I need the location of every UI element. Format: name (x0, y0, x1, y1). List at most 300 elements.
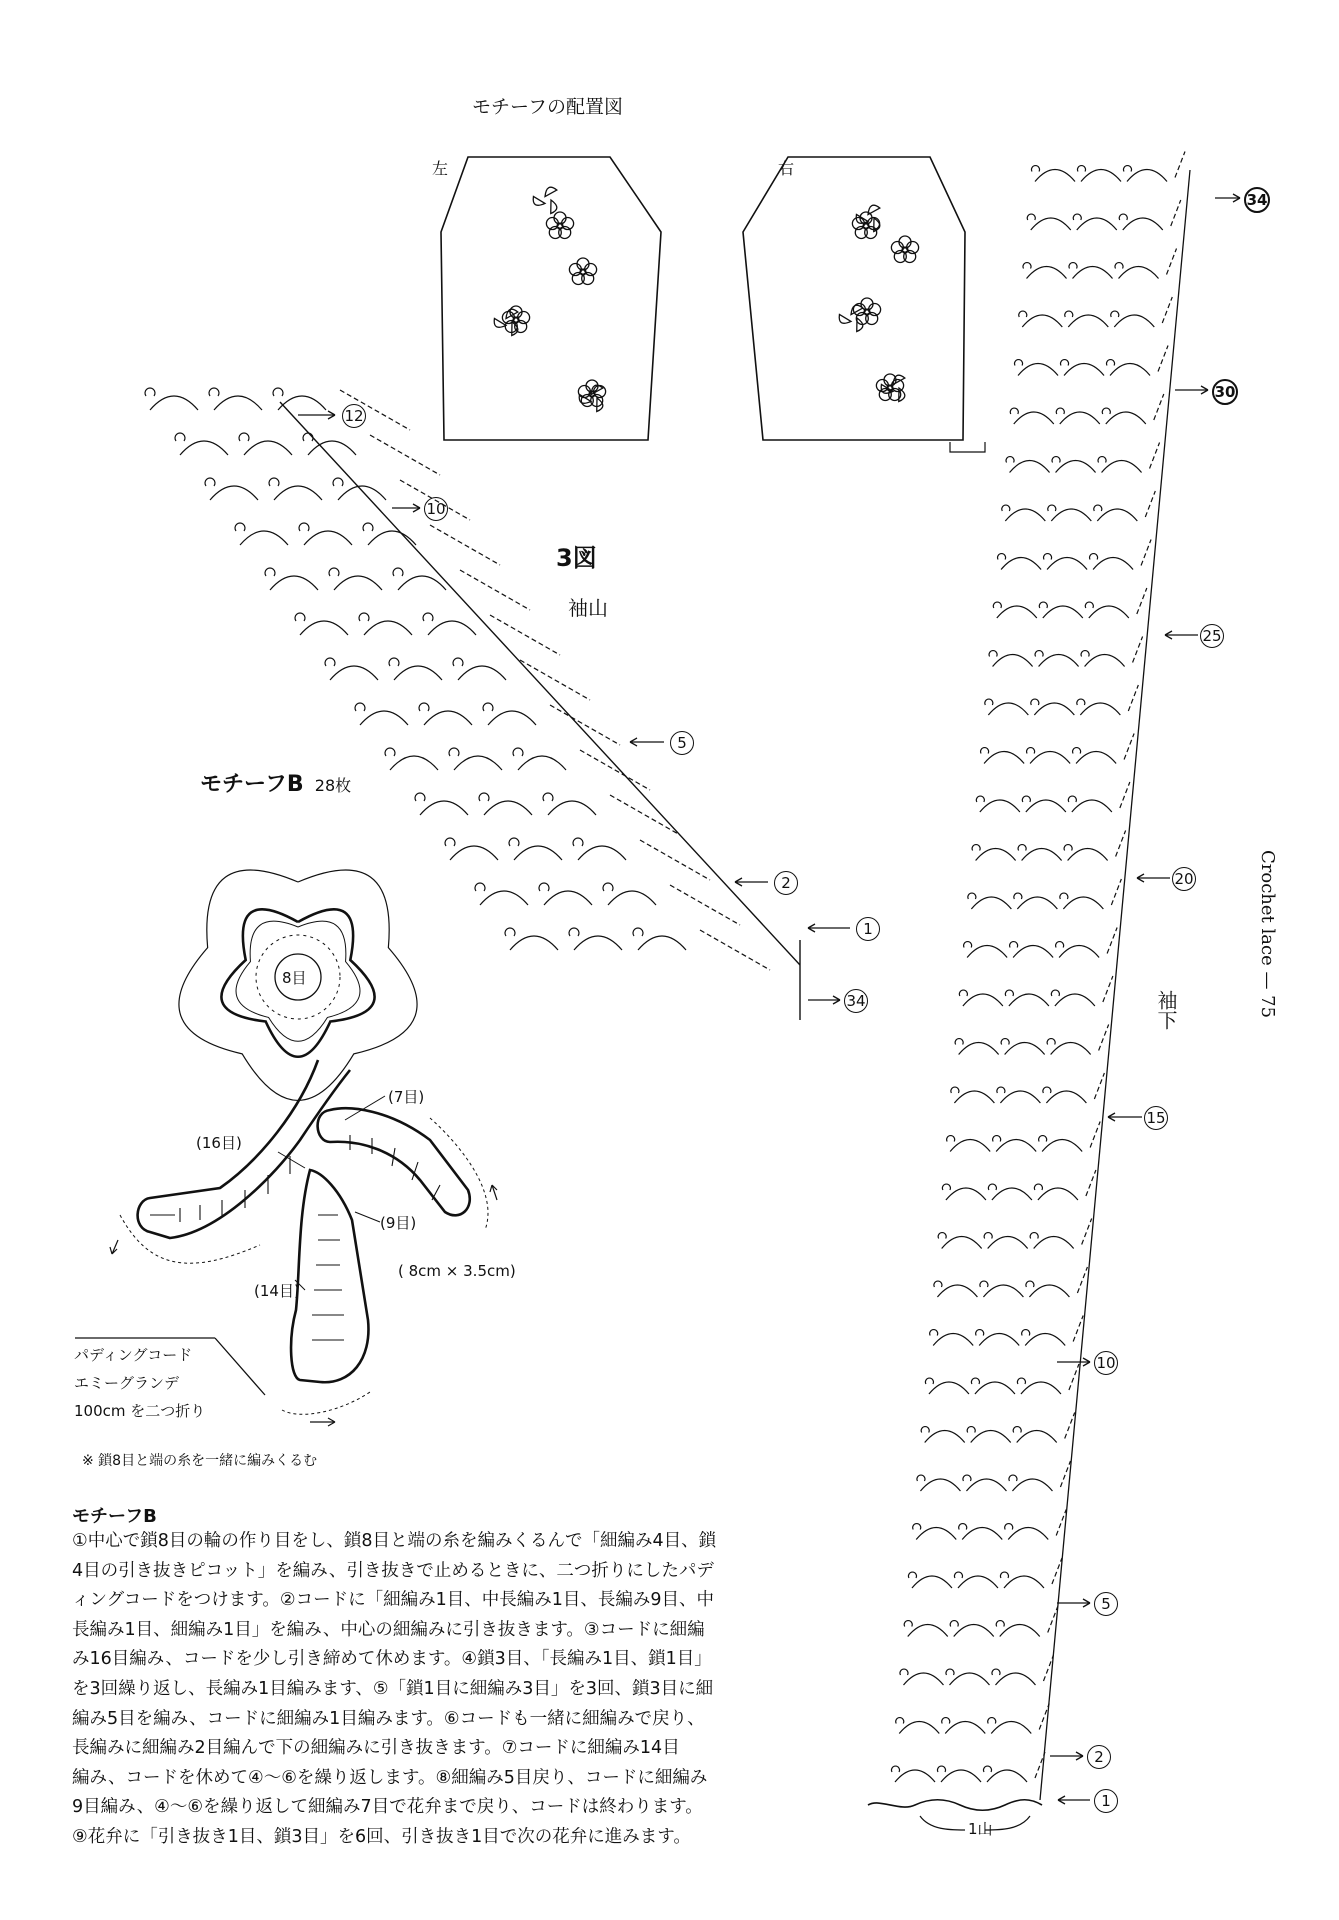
chain-arch (480, 891, 528, 905)
picot (1068, 796, 1076, 802)
chain-arch (954, 1091, 994, 1103)
picot (968, 893, 976, 899)
chain-arch (270, 576, 318, 590)
chain-arch (908, 1625, 948, 1637)
picot (1039, 602, 1047, 608)
chain-arch (958, 1576, 998, 1588)
cap-marker-2: 2 (774, 871, 798, 895)
chain-arch (1068, 315, 1108, 327)
chain-arch (1001, 558, 1041, 570)
picot (951, 1087, 959, 1093)
chain-arch (368, 531, 416, 545)
picot (988, 1718, 996, 1724)
chain-arch (995, 1673, 1035, 1685)
picot (950, 1621, 958, 1627)
instruction-line: み16目編み、コードを少し引き締めて休めます。④鎖3目、「長編み1目、鎖1目」 (72, 1649, 712, 1670)
cap-marker-12: 12 (342, 404, 366, 428)
chain-arch (180, 441, 228, 455)
picot (1039, 1136, 1047, 1142)
chain-arch (933, 1334, 973, 1346)
chain-arch (1042, 1140, 1082, 1152)
instruction-line: 編み、コードを休めて④～⑥を繰り返します。⑧細編み5目戻り、コードに細編み (72, 1767, 708, 1788)
figure3-title: 3図 (556, 544, 597, 572)
repeat-label: 1山 (968, 1820, 993, 1838)
body-marker-5: 5 (1094, 1592, 1118, 1616)
picot (325, 658, 335, 666)
row-chain (1158, 346, 1168, 372)
chain-arch (987, 1770, 1027, 1782)
picot (1023, 263, 1031, 269)
row-chain (1137, 588, 1147, 614)
chain-arch (214, 396, 262, 410)
picot (1032, 166, 1040, 172)
picot (1094, 505, 1102, 511)
row-chain (1086, 1170, 1096, 1196)
picot (633, 928, 643, 936)
row-chain (490, 615, 560, 655)
picot (980, 1281, 988, 1287)
instructions-body (72, 1527, 792, 1853)
chain-arch (1077, 218, 1117, 230)
small-flower (891, 236, 918, 262)
row-chain (1124, 734, 1134, 760)
chain-arch (993, 655, 1033, 667)
picot (239, 433, 249, 441)
row-chain (1167, 249, 1177, 275)
chain-arch (929, 1382, 969, 1394)
cap-marker-10: 10 (424, 497, 448, 521)
chain-arch (899, 1722, 939, 1734)
chain-arch (1039, 655, 1079, 667)
chain-arch (946, 1188, 986, 1200)
picot (269, 478, 279, 486)
picot (959, 1524, 967, 1530)
row-chain (610, 795, 680, 835)
picot (355, 703, 365, 711)
placement-motifs (494, 187, 918, 411)
small-flower (569, 258, 596, 284)
picot (954, 1572, 962, 1578)
picot (1098, 457, 1106, 463)
row-chain (1150, 443, 1160, 469)
picot (539, 883, 549, 891)
chain-arch (980, 800, 1020, 812)
chain-arch (308, 441, 356, 455)
chain-arch (971, 897, 1011, 909)
chain-arch (903, 1673, 943, 1685)
row-chain (1082, 1219, 1092, 1245)
chain-arch (510, 936, 558, 950)
picot (509, 838, 519, 846)
chain-arch (975, 1382, 1015, 1394)
picot (1019, 311, 1027, 317)
picot (479, 793, 489, 801)
chain-arch (967, 946, 1007, 958)
picot (976, 1330, 984, 1336)
chain-arch (942, 1237, 982, 1249)
row-chain (1111, 879, 1121, 905)
picot (1060, 893, 1068, 899)
row-chain (1094, 1073, 1104, 1099)
picot (299, 523, 309, 531)
chain-arch (920, 1479, 960, 1491)
picot (1017, 1378, 1025, 1384)
picot (1034, 1184, 1042, 1190)
instruction-line: 長編みに細編み2目編んで下の細編みに引き抜きます。⑦コードに細編み14目 (72, 1738, 680, 1759)
picot (1010, 942, 1018, 948)
row-chain (700, 930, 770, 970)
picot (1026, 1281, 1034, 1287)
chain-arch (1010, 461, 1050, 473)
motif-size: ( 8cm × 3.5cm) (398, 1262, 516, 1280)
placement-left-label: 左 (432, 159, 449, 178)
chain-arch (514, 846, 562, 860)
picot (938, 1233, 946, 1239)
picot (992, 1669, 1000, 1675)
picot (1107, 360, 1115, 366)
picot (265, 568, 275, 576)
chain-arch (979, 1334, 1019, 1346)
foundation-chain (868, 1800, 1042, 1811)
body-marker-10: 10 (1094, 1351, 1118, 1375)
chain-arch (1004, 1576, 1044, 1588)
picot (1119, 214, 1127, 220)
motif-b-count: 28枚 (314, 776, 352, 795)
chain-arch (954, 1625, 994, 1637)
chain-arch (1056, 461, 1096, 473)
picot (445, 838, 455, 846)
chain-arch (1029, 1285, 1069, 1297)
stitch-label-16: (16目) (196, 1134, 242, 1152)
picot (505, 928, 515, 936)
picot (1056, 942, 1064, 948)
row-chain (520, 660, 590, 700)
chain-arch (1013, 946, 1053, 958)
picot (1069, 263, 1077, 269)
row-chain (1145, 491, 1155, 517)
chain-arch (1055, 994, 1095, 1006)
chain-arch (966, 1479, 1006, 1491)
chain-arch (916, 1528, 956, 1540)
small-flower (876, 374, 903, 400)
instruction-line: ⑨花弁に「引き抜き1目、鎖3目」を6回、引き抜き1目で次の花弁に進みます。 (72, 1826, 691, 1847)
picot (934, 1281, 942, 1287)
chain-arch (959, 1043, 999, 1055)
chain-arch (1005, 509, 1045, 521)
chain-arch (1018, 364, 1058, 376)
picot (925, 1378, 933, 1384)
picot (930, 1330, 938, 1336)
chain-arch (398, 576, 446, 590)
chain-arch (962, 1528, 1002, 1540)
picot (988, 1184, 996, 1190)
small-flower (546, 212, 573, 238)
motif-b-title (200, 767, 351, 798)
chain-arch (1076, 752, 1116, 764)
picot (972, 845, 980, 851)
picot (967, 1427, 975, 1433)
row-chain (1120, 782, 1130, 808)
picot (1005, 990, 1013, 996)
picot (946, 1669, 954, 1675)
chain-arch (1110, 364, 1150, 376)
chain-arch (1012, 1479, 1052, 1491)
picot (475, 883, 485, 891)
chain-arch (945, 1722, 985, 1734)
picot (1065, 311, 1073, 317)
chain-arch (1127, 170, 1167, 182)
picot (913, 1524, 921, 1530)
chain-arch (1017, 897, 1057, 909)
picot (942, 1184, 950, 1190)
chain-arch (1000, 1091, 1040, 1103)
picot (1073, 214, 1081, 220)
chain-arch (1022, 315, 1062, 327)
placement-right-label: 右 (778, 159, 795, 178)
motif-note: ※ 鎖8目と端の糸を一緒に編みくるむ (82, 1453, 318, 1469)
sleeve-cap-rows (145, 388, 770, 970)
instructions-title: モチーフB (72, 1506, 157, 1527)
cap-marker-5: 5 (670, 731, 694, 755)
chain-arch (1027, 267, 1067, 279)
chain-arch (544, 891, 592, 905)
row-chain (670, 885, 740, 925)
row-chain (640, 840, 710, 880)
picot (1124, 166, 1132, 172)
right-sleeve-outline (743, 157, 965, 440)
picot (1085, 602, 1093, 608)
picot (145, 388, 155, 396)
picot (1077, 699, 1085, 705)
chain-arch (1051, 1043, 1091, 1055)
chain-arch (941, 1770, 981, 1782)
picot (892, 1766, 900, 1772)
picot (389, 658, 399, 666)
chain-arch (1059, 946, 1099, 958)
picot (543, 793, 553, 801)
picot (483, 703, 493, 711)
chain-arch (330, 666, 378, 680)
picot (993, 602, 1001, 608)
picot (363, 523, 373, 531)
row-chain (1128, 685, 1138, 711)
chain-arch (638, 936, 686, 950)
picot (1013, 1427, 1021, 1433)
chain-arch (304, 531, 352, 545)
instruction-line: ィングコードをつけます。②コードに「細編み1目、中長編み1目、長編み9目、中 (72, 1590, 714, 1611)
instruction-line: 編み5目を編み、コードに細編み1目編みます。⑥コードも一緒に細編みで戻り、 (72, 1708, 705, 1729)
picot (981, 748, 989, 754)
picot (175, 433, 185, 441)
chain-arch (1073, 267, 1113, 279)
chain-arch (458, 666, 506, 680)
picot (359, 613, 369, 621)
picot (942, 1718, 950, 1724)
chain-arch (997, 606, 1037, 618)
chain-arch (1102, 461, 1142, 473)
motif-b-name: モチーフB (200, 772, 304, 797)
chain-arch (1080, 703, 1120, 715)
chain-arch (1017, 1431, 1057, 1443)
chain-arch (949, 1673, 989, 1685)
chain-arch (488, 711, 536, 725)
picot (955, 1039, 963, 1045)
picot (976, 796, 984, 802)
chain-arch (548, 801, 596, 815)
page-side-text: Crochet lace — 75 (1257, 850, 1278, 1019)
leaf-motif (533, 187, 557, 213)
chain-arch (992, 1188, 1032, 1200)
row-chain (1141, 540, 1151, 566)
chain-arch (1089, 606, 1129, 618)
picot (1102, 408, 1110, 414)
chain-arch (895, 1770, 935, 1782)
sleeve-body-edge (1040, 170, 1190, 1800)
picot (998, 554, 1006, 560)
cord-note-line2: エミーグランデ (74, 1374, 180, 1392)
picot (1043, 1087, 1051, 1093)
picot (573, 838, 583, 846)
chain-arch (996, 1140, 1036, 1152)
picot (235, 523, 245, 531)
chain-arch (1114, 315, 1154, 327)
chain-arch (360, 711, 408, 725)
cord-note-line3: 100cm を二つ折り (74, 1402, 206, 1420)
chain-arch (1106, 412, 1146, 424)
chain-arch (1097, 509, 1137, 521)
picot (1022, 1330, 1030, 1336)
sleeve-body-label: 袖下 (1154, 990, 1178, 1030)
picot (449, 748, 459, 756)
row-chain (430, 525, 500, 565)
picot (959, 990, 967, 996)
picot (985, 699, 993, 705)
row-chain (580, 750, 650, 790)
picot (1030, 1233, 1038, 1239)
picot (513, 748, 523, 756)
chain-arch (1005, 1043, 1045, 1055)
chain-arch (963, 994, 1003, 1006)
picot (938, 1766, 946, 1772)
cap-marker-1: 1 (856, 917, 880, 941)
picot (917, 1475, 925, 1481)
chain-arch (971, 1431, 1011, 1443)
chain-arch (364, 621, 412, 635)
chain-arch (334, 576, 382, 590)
chain-arch (1123, 218, 1163, 230)
row-chain (1090, 1122, 1100, 1148)
picot (904, 1621, 912, 1627)
chain-arch (1093, 558, 1133, 570)
picot (1027, 214, 1035, 220)
picot (1009, 1475, 1017, 1481)
chain-arch (1038, 1188, 1078, 1200)
chain-arch (518, 756, 566, 770)
picot (1048, 505, 1056, 511)
chain-arch (1043, 606, 1083, 618)
chain-arch (1009, 994, 1049, 1006)
chain-arch (912, 1576, 952, 1588)
picot (569, 928, 579, 936)
chain-arch (1072, 800, 1112, 812)
chain-arch (1034, 703, 1074, 715)
chain-arch (983, 1285, 1023, 1297)
picot (993, 1136, 1001, 1142)
row-chain (1116, 831, 1126, 857)
chain-arch (300, 621, 348, 635)
row-chain (370, 435, 440, 475)
chain-arch (420, 801, 468, 815)
chain-arch (1051, 509, 1091, 521)
picot (908, 1572, 916, 1578)
picot (419, 703, 429, 711)
sleeve-body-rows (892, 152, 1185, 1783)
chain-arch (1064, 364, 1104, 376)
body-marker-2: 2 (1087, 1745, 1111, 1769)
sleeve-cap-label: 袖山 (568, 596, 608, 620)
picot (1115, 263, 1123, 269)
picot (329, 568, 339, 576)
body-marker-34: 34 (1244, 187, 1270, 213)
picot (1014, 893, 1022, 899)
picot (1005, 1524, 1013, 1530)
row-chain (1077, 1267, 1087, 1293)
picot (393, 568, 403, 576)
chain-arch (1081, 170, 1121, 182)
instruction-line: 長編み1目、細編み1目」を編み、中心の細編みに引き抜きます。③コードに細編 (72, 1619, 705, 1640)
picot (1015, 360, 1023, 366)
chain-arch (1026, 800, 1066, 812)
picot (603, 883, 613, 891)
body-marker-1: 1 (1094, 1789, 1118, 1813)
chain-arch (244, 441, 292, 455)
picot (1047, 1039, 1055, 1045)
chain-arch (608, 891, 656, 905)
body-marker-15: 15 (1144, 1106, 1168, 1130)
picot (1073, 748, 1081, 754)
chain-arch (428, 621, 476, 635)
picot (1010, 408, 1018, 414)
picot (1035, 651, 1043, 657)
body-marker-20: 20 (1172, 867, 1196, 891)
picot (1031, 699, 1039, 705)
picot (896, 1718, 904, 1724)
picot (1001, 1039, 1009, 1045)
cap-marker-34: 34 (844, 989, 868, 1013)
chain-arch (1060, 412, 1100, 424)
row-chain (1133, 637, 1143, 663)
picot (209, 388, 219, 396)
row-chain (1099, 1025, 1109, 1051)
picot (900, 1669, 908, 1675)
chain-arch (1025, 1334, 1065, 1346)
chain-arch (925, 1431, 965, 1443)
stitch-label-9: (9目) (380, 1214, 417, 1232)
body-marker-25: 25 (1200, 624, 1224, 648)
picot (1056, 408, 1064, 414)
chain-arch (984, 752, 1024, 764)
chain-arch (574, 936, 622, 950)
chain-arch (1022, 849, 1062, 861)
chain-arch (1119, 267, 1159, 279)
row-chain (460, 570, 530, 610)
row-chain (550, 705, 620, 745)
chain-arch (1085, 655, 1125, 667)
picot (1000, 1572, 1008, 1578)
chain-arch (950, 1140, 990, 1152)
chain-arch (454, 756, 502, 770)
picot (1064, 845, 1072, 851)
